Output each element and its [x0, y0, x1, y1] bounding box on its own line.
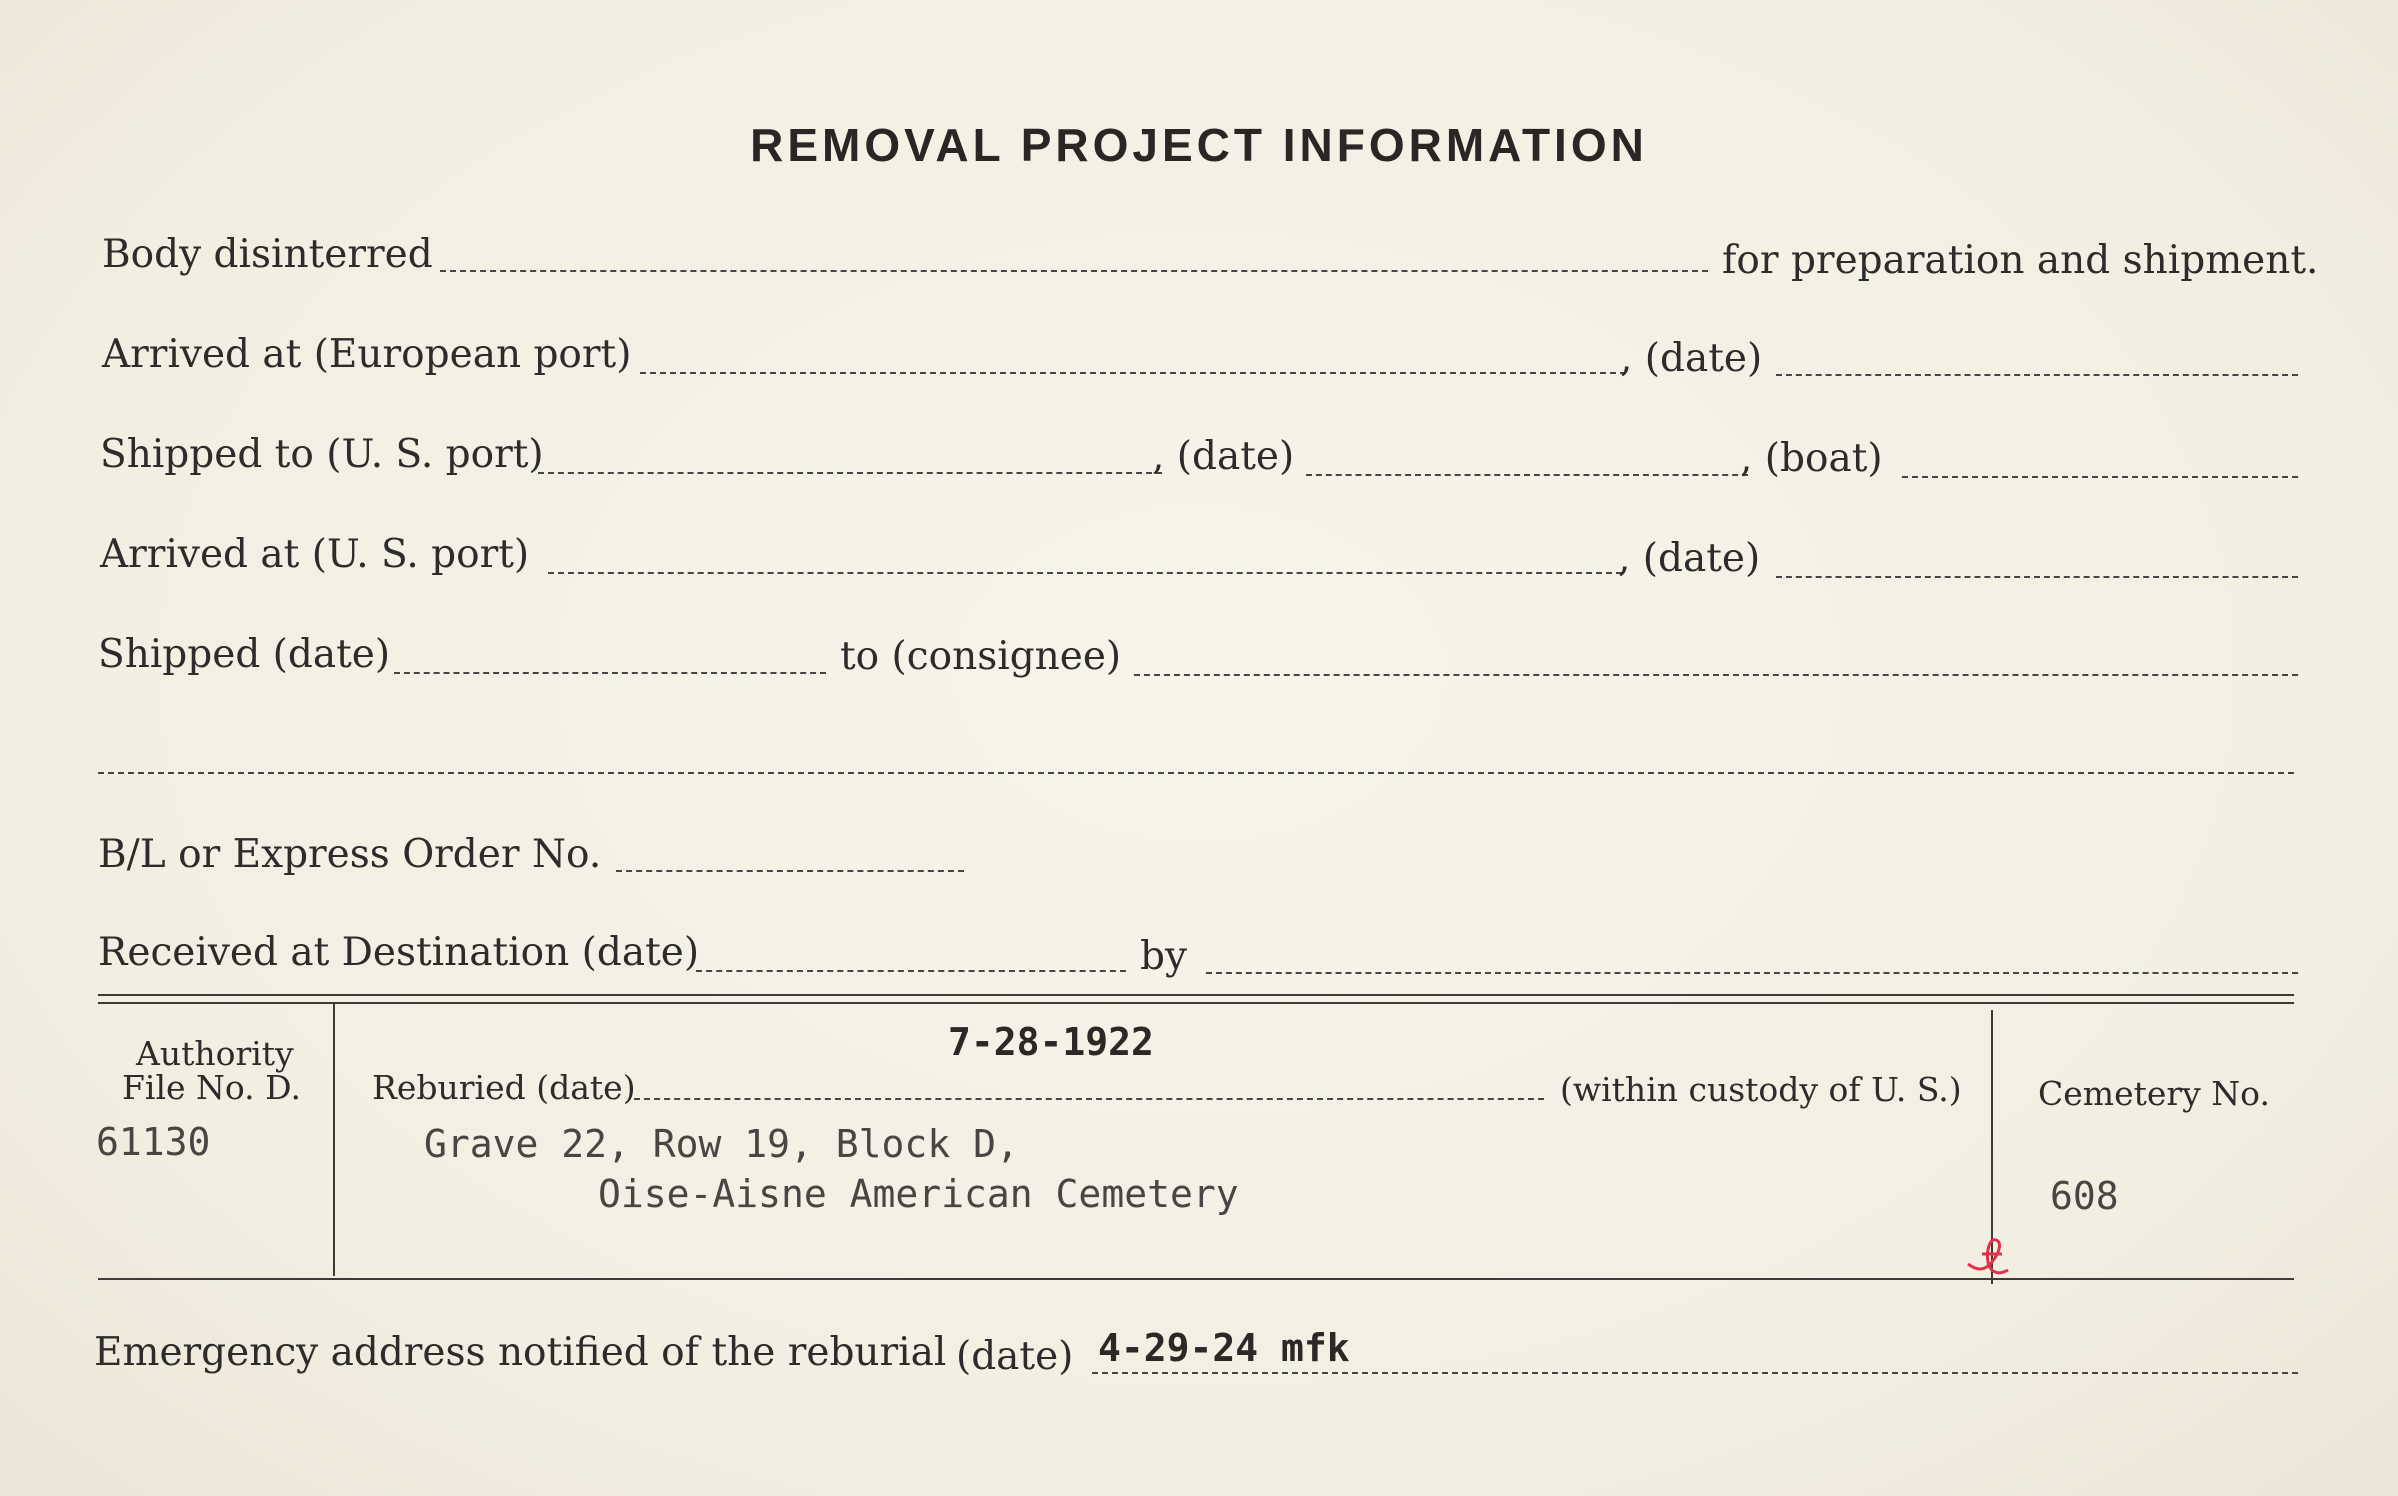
emergency-notified-value: 4-29-24 mfk	[1098, 1326, 1350, 1370]
us-port-line	[538, 472, 1162, 474]
by-label: by	[1140, 934, 1187, 979]
grave-location-line-1: Grave 22, Row 19, Block D,	[424, 1122, 1019, 1166]
received-destination-label: Received at Destination (date)	[98, 930, 700, 975]
arrived-us-port-line	[548, 572, 1622, 574]
box-top-rule	[98, 994, 2294, 996]
consignee-line	[1134, 674, 2298, 676]
box-top-rule-2	[98, 1002, 2294, 1004]
shipped-to-us-port-label: Shipped to (U. S. port)	[100, 432, 544, 477]
european-date-label: , (date)	[1620, 336, 1763, 381]
shipped-date-row-label: Shipped (date)	[98, 632, 391, 677]
cemetery-number: 608	[2050, 1174, 2119, 1218]
body-disinterred-line	[440, 270, 1708, 272]
boat-line	[1902, 476, 2298, 478]
file-number: 61130	[96, 1120, 211, 1164]
bl-express-order-label: B/L or Express Order No.	[98, 832, 602, 877]
red-check-mark	[1962, 1224, 2014, 1282]
body-disinterred-label: Body disinterred	[102, 232, 433, 277]
reburied-date-line	[634, 1098, 1544, 1100]
shipped-date-line	[1306, 474, 1748, 476]
european-port-line	[640, 372, 1626, 374]
bl-express-order-line	[616, 870, 964, 872]
arrived-us-date-label: , (date)	[1618, 536, 1761, 581]
arrived-european-port-label: Arrived at (European port)	[102, 332, 632, 377]
grave-location-line-2: Oise-Aisne American Cemetery	[598, 1172, 1239, 1216]
reburied-date-value: 7-28-1922	[948, 1020, 1154, 1064]
card-title: REMOVAL PROJECT INFORMATION	[750, 119, 1648, 171]
received-date-line	[696, 970, 1126, 972]
emergency-label: Emergency address notified of the reburial	[94, 1330, 947, 1375]
authority-label: Authority	[136, 1034, 294, 1073]
shipped-date-row-line	[394, 672, 826, 674]
preparation-shipment-label: for preparation and shipment.	[1722, 238, 2319, 283]
reburied-date-label: Reburied (date)	[372, 1068, 636, 1107]
file-no-label: File No. D.	[122, 1068, 301, 1107]
european-date-line	[1776, 374, 2298, 376]
shipped-date-label: , (date)	[1152, 434, 1295, 479]
received-by-line	[1206, 972, 2298, 974]
boat-label: , (boat)	[1740, 436, 1883, 481]
custody-label: (within custody of U. S.)	[1560, 1070, 1962, 1109]
arrived-us-port-label: Arrived at (U. S. port)	[100, 532, 530, 577]
continuation-line	[98, 772, 2294, 774]
to-consignee-label: to (consignee)	[840, 634, 1122, 679]
emergency-date-line	[1092, 1372, 2298, 1374]
box-divider-left	[333, 1004, 335, 1276]
cemetery-no-label: Cemetery No.	[2038, 1074, 2270, 1113]
emergency-date-label: (date)	[956, 1334, 1074, 1379]
arrived-us-date-line	[1776, 576, 2298, 578]
